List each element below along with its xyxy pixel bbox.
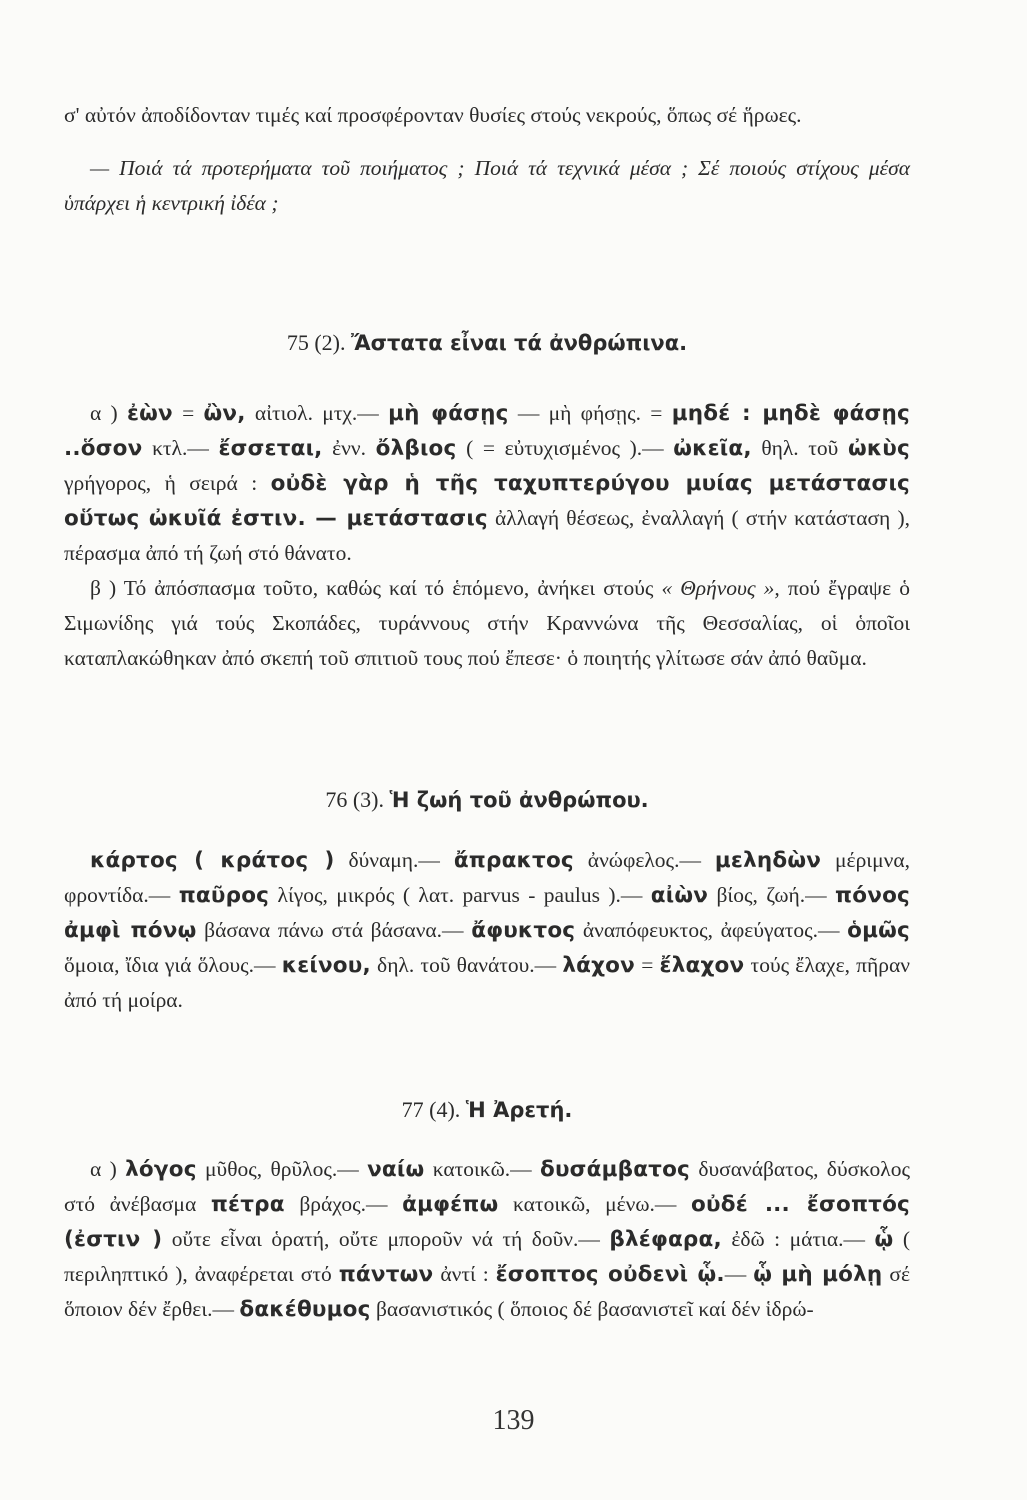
text-run: σέ ὅποιον δέν ἔρθει.— — [64, 1262, 910, 1321]
text-run: = — [172, 401, 204, 425]
text-run: ἀντί : — [433, 1262, 496, 1286]
section-heading — [64, 787, 910, 813]
section-heading — [64, 330, 910, 356]
bold-term: μηδέ : μηδὲ φάσῃς ..ὅσον — [64, 401, 910, 461]
bold-term: ἔλαχον — [659, 953, 745, 978]
text-run: αἰτιολ. μτχ.— — [245, 401, 389, 425]
bold-term: ὄλβιος — [375, 436, 457, 461]
bold-term: πάντων — [338, 1262, 434, 1287]
text-run: — — [724, 1262, 754, 1286]
text-run: βράχος.— — [284, 1192, 403, 1216]
bold-term: παῦρος — [178, 883, 270, 908]
bold-term: ἄφυκτος — [471, 918, 576, 943]
text-run: βασανιστικός ( ὅποιος δέ βασανιστεῖ καί δέν ἱδρώ- — [370, 1297, 814, 1321]
text-run: μῦθος, θρῦλος.— — [196, 1157, 368, 1181]
text-run: = — [635, 953, 660, 977]
text-run: α ) — [90, 1157, 126, 1181]
bold-term: ἐὼν — [126, 401, 173, 426]
bold-term: ὁμῶς — [847, 918, 910, 943]
intro-questions: — Ποιά τά προτερήματα τοῦ ποιήματος ; Ποιά τά τεχνικά μέσα ; Σέ ποιούς στίχους μέσα ὑπάρχει ἡ κεντρική ἰδέα ; — [64, 156, 910, 215]
bold-term: οὐδὲ γὰρ ἡ τῆς ταχυπτερύγου μυίας μετάστασις οὕτως ὠκυῖά ἐστιν. — μετάστασις — [64, 471, 910, 531]
text-run: ἀναπόφευκτος, ἀφεύγατος.— — [575, 918, 848, 942]
text-run: ( = εὐτυχισμένος ).— — [456, 436, 674, 460]
bold-term: αἰὼν — [650, 883, 709, 908]
section-title: Ἄστατα εἶναι τά ἀνθρώπινα. — [351, 331, 688, 355]
text-run: δυσανάβατος, δύσκολος στό ἀνέβασμα — [64, 1157, 910, 1216]
bold-term: δακέθυμος — [239, 1297, 371, 1322]
bold-term: πέτρα — [210, 1192, 285, 1217]
section-heading — [64, 1097, 910, 1123]
text-run: ὅμοια, ἴδια γιά ὅλους.— — [64, 953, 282, 977]
section-body — [64, 396, 910, 676]
text-run: α ) — [90, 401, 127, 425]
section-number: 76 (3). — [325, 787, 384, 812]
bold-term: βλέφαρα, — [609, 1227, 722, 1252]
section-body — [64, 1152, 910, 1327]
text-run: ἐνν. — [322, 436, 376, 460]
text-run: δύναμη.— — [334, 848, 454, 872]
text-run: κτλ.— — [142, 436, 219, 460]
bold-term: μὴ φάσῃς — [388, 401, 509, 426]
text-run: ἀλλαγή θέσεως, ἐναλλαγή ( στήν κατάσταση ), πέρασμα ἀπό τή ζωή στό θάνατο. — [64, 506, 910, 565]
page-number: 139 — [492, 1405, 535, 1436]
bold-term: πόνος ἀμφὶ πόνῳ — [64, 883, 910, 943]
bold-term: ἔσοπτος οὐδενὶ ᾧ. — [495, 1262, 725, 1287]
bold-term: λάχον — [562, 953, 635, 978]
section-title: Ἡ Ἀρετή. — [465, 1098, 573, 1122]
bold-term: ἀμφέπω — [402, 1192, 499, 1217]
text-run: πού ἔγραψε ὁ Σιμωνίδης γιά τούς Σκοπάδες, τυράννους στήν Κραννώνα τῆς Θεσσαλίας, οἱ ὁποῖοι καταπλακώθηκαν ἀπό σκεπή τοῦ σπιτιοῦ τους πού ἔπεσε· ὁ ποιητής γλίτωσε σάν ἀπό θαῦμα. — [64, 576, 910, 670]
text-run: ἀνώφελος.— — [573, 848, 715, 872]
text-run: θηλ. τοῦ — [751, 436, 848, 460]
section-body — [64, 843, 910, 1018]
text-run: κατοικῶ, μένω.— — [498, 1192, 692, 1216]
bold-term: κείνου, — [281, 953, 371, 978]
paragraph — [64, 571, 910, 676]
bold-term: ᾧ μὴ μόλῃ — [753, 1262, 883, 1287]
intro-line: σ' αὐτόν ἀποδίδονταν τιμές καί προσφέρονταν θυσίες στούς νεκρούς, ὅπως σέ ἥρωες. — [64, 103, 802, 127]
bold-term: ὠκὺς — [847, 436, 910, 461]
text-run: ( περιληπτικό ), ἀναφέρεται στό — [64, 1227, 910, 1286]
text-run: μέριμνα, φροντίδα.— — [64, 848, 910, 907]
text-run: λίγος, μικρός ( λατ. parvus - paulus ).— — [269, 883, 651, 907]
bold-term: ναίω — [367, 1157, 425, 1182]
bold-term: κάρτος ( κράτος ) — [90, 848, 335, 873]
bold-term: οὐδέ ... ἔσοπτός (ἐστιν ) — [64, 1192, 910, 1252]
bold-term: ᾧ — [874, 1227, 894, 1252]
bold-term: ἄπρακτος — [453, 848, 574, 873]
italic-text: « Θρήνους », — [661, 576, 780, 600]
text-run: κατοικῶ.— — [424, 1157, 540, 1181]
text-run: ἐδῶ : μάτια.— — [721, 1227, 875, 1251]
section-number: 77 (4). — [401, 1097, 461, 1122]
bold-term: ὢν, — [203, 401, 246, 426]
intro-text — [64, 98, 910, 221]
text-run: βίος, ζωή.— — [708, 883, 836, 907]
paragraph — [64, 843, 910, 1018]
text-run: — μὴ φήσῃς. = — [508, 401, 672, 425]
bold-term: μεληδὼν — [714, 848, 822, 873]
text-run: β ) Τό ἀπόσπασμα τοῦτο, καθώς καί τό ἑπόμενο, ἀνήκει στούς — [90, 576, 662, 600]
text-run: δηλ. τοῦ θανάτου.— — [370, 953, 563, 977]
paragraph — [64, 396, 910, 571]
bold-term: ὠκεῖα, — [673, 436, 752, 461]
text-run: οὔτε εἶναι ὁρατή, οὔτε μποροῦν νά τή δοῦν.— — [162, 1227, 610, 1251]
text-run: τούς ἔλαχε, πῆραν ἀπό τή μοίρα. — [64, 953, 910, 1012]
bold-term: λόγος — [125, 1157, 197, 1182]
section-number: 75 (2). — [286, 330, 346, 355]
section-title: Ἡ ζωή τοῦ ἀνθρώπου. — [389, 788, 649, 812]
text-run: βάσανα πάνω στά βάσανα.— — [196, 918, 472, 942]
paragraph — [64, 1152, 910, 1327]
text-run: γρήγορος, ἡ σειρά : — [64, 471, 271, 495]
bold-term: δυσάμβατος — [539, 1157, 691, 1182]
bold-term: ἔσσεται, — [218, 436, 323, 461]
